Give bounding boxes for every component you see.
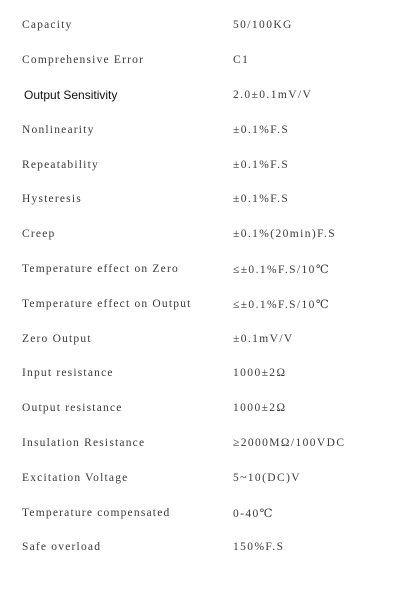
- spec-value: ±0.1mV/V: [233, 332, 294, 345]
- spec-label: Zero Output: [22, 332, 92, 345]
- spec-label: Capacity: [22, 19, 73, 32]
- spec-row-hysteresis: [0, 182, 411, 217]
- spec-label: Temperature effect on Output: [22, 297, 192, 310]
- spec-row-output-sensitivity: [0, 78, 411, 113]
- spec-value: C1: [233, 54, 250, 67]
- spec-label: Output resistance: [22, 402, 123, 415]
- spec-label: Safe overload: [22, 541, 102, 554]
- spec-row-safe-overload: [0, 530, 411, 565]
- spec-row-insulation-resistance: [0, 426, 411, 461]
- spec-value: 150%F.S: [233, 541, 285, 554]
- spec-table: [0, 8, 411, 565]
- spec-value: 1000±2Ω: [233, 402, 287, 415]
- spec-value: ≥2000MΩ/100VDC: [233, 436, 346, 449]
- spec-row-excitation-voltage: [0, 460, 411, 495]
- spec-row-creep: [0, 217, 411, 252]
- spec-row-temperature-effect-output: [0, 286, 411, 321]
- spec-row-output-resistance: [0, 391, 411, 426]
- spec-value: ≤±0.1%F.S/10℃: [233, 263, 331, 276]
- spec-value: 1000±2Ω: [233, 367, 287, 380]
- spec-value: ±0.1%F.S: [233, 158, 290, 171]
- spec-label: Input resistance: [22, 367, 114, 380]
- spec-row-comprehensive-error: [0, 43, 411, 78]
- spec-row-capacity: [0, 8, 411, 43]
- spec-label: Output Sensitivity: [24, 87, 118, 102]
- spec-label: Repeatability: [22, 158, 99, 171]
- spec-value: 50/100KG: [233, 19, 293, 32]
- spec-label: Creep: [22, 228, 56, 241]
- spec-label: Hysteresis: [22, 193, 82, 206]
- spec-row-nonlinearity: [0, 112, 411, 147]
- spec-row-temperature-compensated: [0, 495, 411, 530]
- spec-row-zero-output: [0, 321, 411, 356]
- spec-value: 2.0±0.1mV/V: [233, 88, 313, 101]
- spec-value: ±0.1%F.S: [233, 193, 290, 206]
- spec-label: Temperature effect on Zero: [22, 262, 179, 275]
- spec-label: Insulation Resistance: [22, 436, 146, 449]
- spec-row-temperature-effect-zero: [0, 252, 411, 287]
- spec-row-input-resistance: [0, 356, 411, 391]
- spec-label: Comprehensive Error: [22, 54, 145, 67]
- spec-label: Temperature compensated: [22, 506, 171, 519]
- spec-value: 5~10(DC)V: [233, 471, 302, 484]
- spec-value: 0-40℃: [233, 507, 274, 520]
- spec-value: ±0.1%F.S: [233, 123, 290, 136]
- spec-value: ≤±0.1%F.S/10℃: [233, 298, 331, 311]
- spec-label: Excitation Voltage: [22, 471, 129, 484]
- spec-row-repeatability: [0, 147, 411, 182]
- spec-value: ±0.1%(20min)F.S: [233, 228, 337, 241]
- spec-label: Nonlinearity: [22, 123, 95, 136]
